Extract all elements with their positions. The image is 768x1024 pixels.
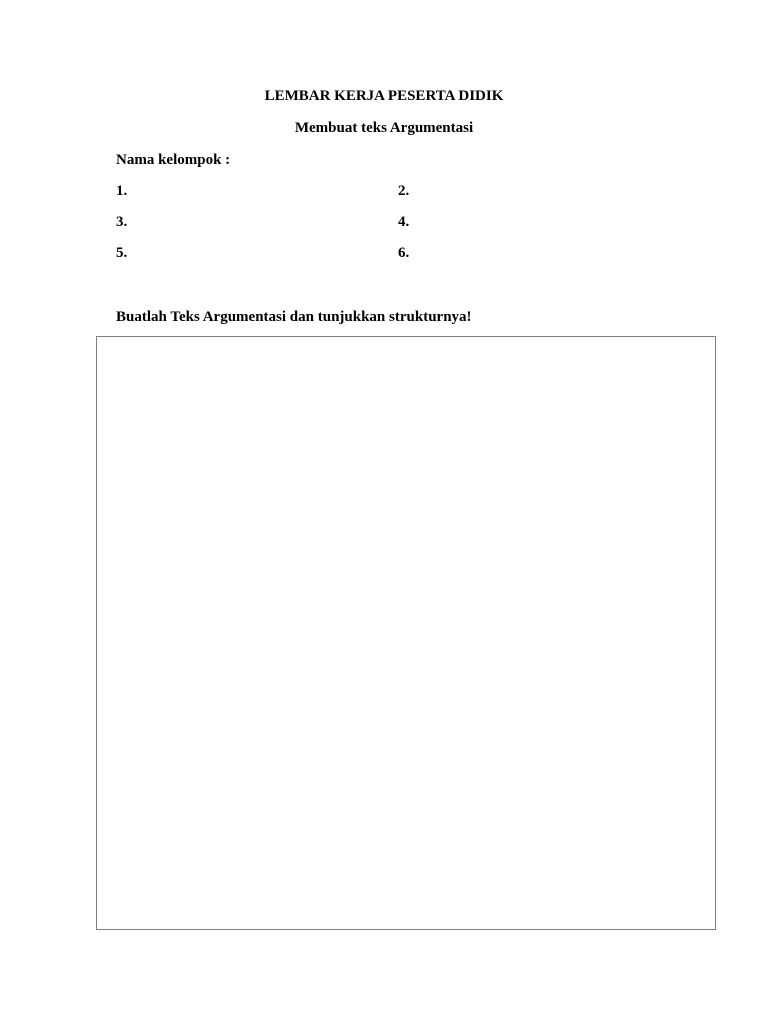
group-name-label: Nama kelompok :: [116, 152, 231, 168]
member-number-1: 1.: [116, 183, 128, 199]
instruction-text: Buatlah Teks Argumentasi dan tunjukkan strukturnya!: [116, 309, 472, 325]
member-number-4: 4.: [398, 214, 410, 230]
page-title: LEMBAR KERJA PESERTA DIDIK: [264, 88, 504, 104]
member-number-6: 6.: [398, 245, 410, 261]
answer-box: [96, 336, 716, 930]
page-subtitle: Membuat teks Argumentasi: [294, 120, 474, 136]
member-number-2: 2.: [398, 183, 410, 199]
member-number-3: 3.: [116, 214, 128, 230]
member-number-5: 5.: [116, 245, 128, 261]
